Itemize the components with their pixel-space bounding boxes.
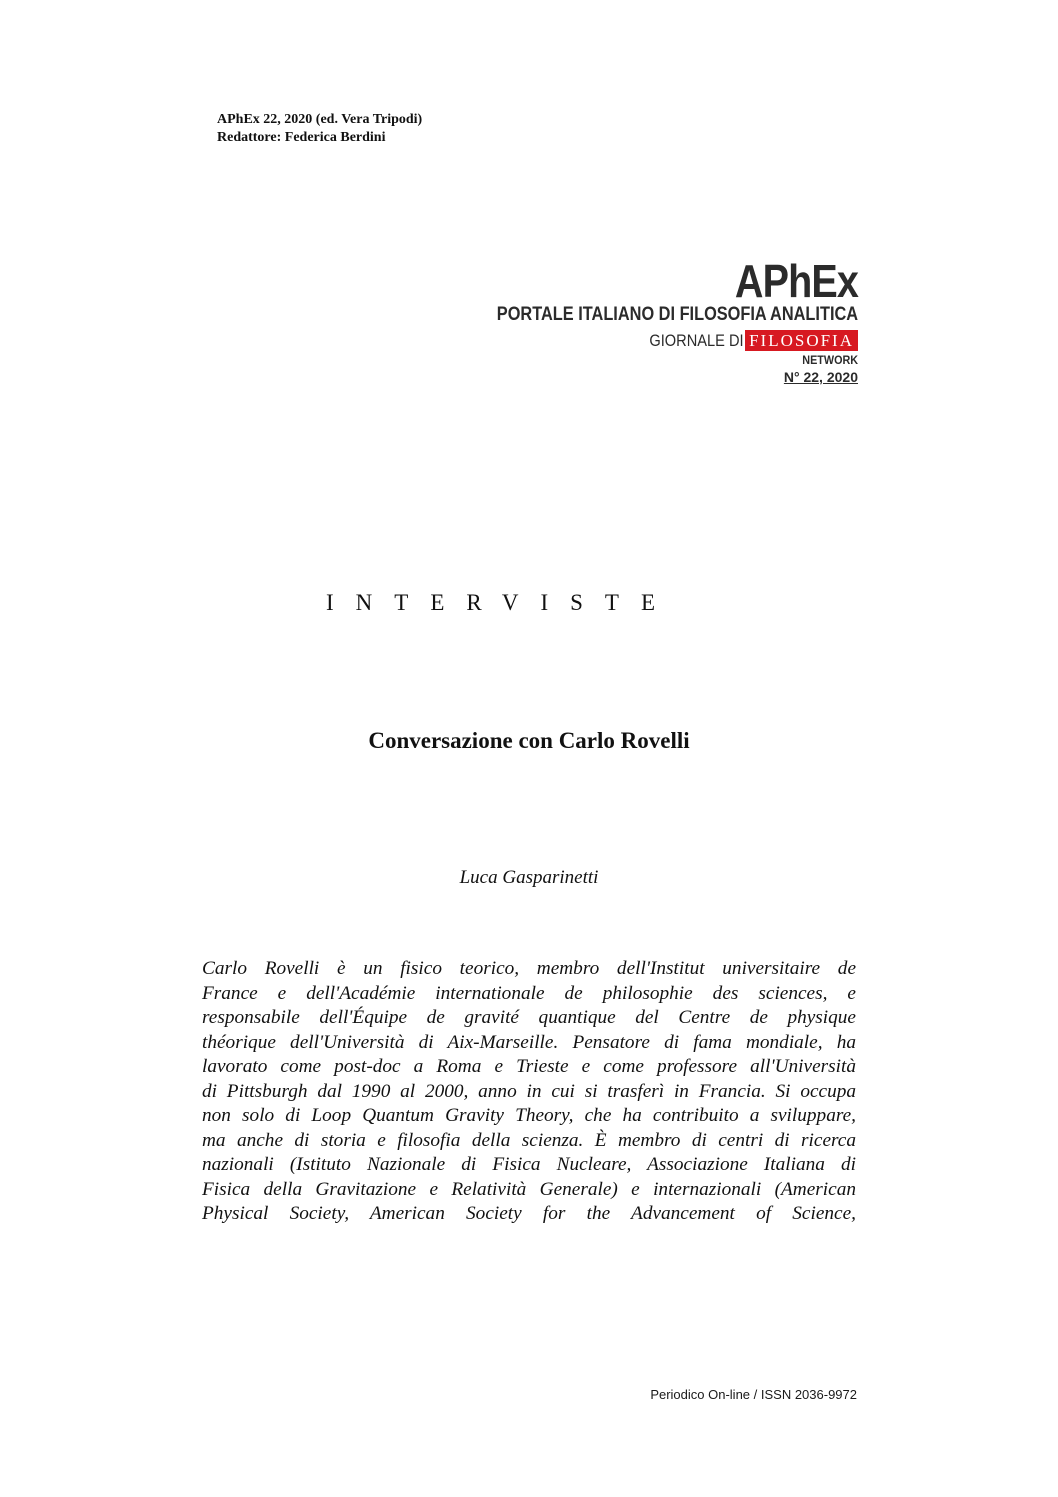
journal-edition-line: APhEx 22, 2020 (ed. Vera Tripodi) [217, 112, 423, 127]
logo-journal-label: GIORNALE DI [648, 330, 744, 350]
footer-issn: Periodico On-line / ISSN 2036-9972 [650, 1387, 857, 1402]
article-author: Luca Gasparinetti [459, 867, 599, 888]
abstract-line: théorique dell'Università di Aix-Marseille. Pensatore di fama mondiale, ha [202, 1031, 856, 1053]
abstract-line: Carlo Rovelli è un fisico teorico, membro dell'Institut universitaire de [202, 958, 856, 979]
logo-filosofia-badge: FILOSOFIA [745, 330, 858, 351]
abstract-line: Fisica della Gravitazione e Relatività Generale) e internazionali (American [202, 1178, 856, 1200]
logo-network-text: NETWORK [802, 353, 858, 367]
abstract-line: ma anche di storia e filosofia della scienza. È membro di centri di ricerca [202, 1129, 856, 1151]
logo-portal-text: PORTALE ITALIANO DI FILOSOFIA ANALITICA [496, 304, 858, 325]
abstract-line: responsabile dell'Équipe de gravité quantique del Centre de physique [202, 1007, 856, 1028]
header-meta [217, 111, 422, 147]
abstract-line: nazionali (Istituto Nazionale di Fisica Nucleare, Associazione Italiana di [202, 1154, 856, 1175]
abstract-line: lavorato come post-doc a Roma e Trieste e come professore all'Università [202, 1056, 856, 1077]
logo-name: APhEx [734, 255, 858, 307]
article-title: Conversazione con Carlo Rovelli [368, 728, 690, 753]
abstract-line: France e dell'Académie internationale de philosophie des sciences, e [202, 982, 856, 1004]
abstract-line: Physical Society, American Society for the Advancement of Science, [202, 1203, 856, 1224]
abstract-line: di Pittsburgh dal 1990 al 2000, anno in cui si trasferì in Francia. Si occupa [202, 1080, 856, 1102]
abstract-paragraph [202, 957, 856, 1227]
section-title: INTERVISTE [326, 590, 678, 615]
aphex-logo [438, 255, 858, 386]
logo-journal-row [438, 330, 858, 351]
editor-line: Redattore: Federica Berdini [217, 130, 386, 145]
abstract-line: non solo di Loop Quantum Gravity Theory, che ha contribuito a sviluppare, [202, 1105, 856, 1126]
issue-number: N° 22, 2020 [783, 369, 858, 385]
